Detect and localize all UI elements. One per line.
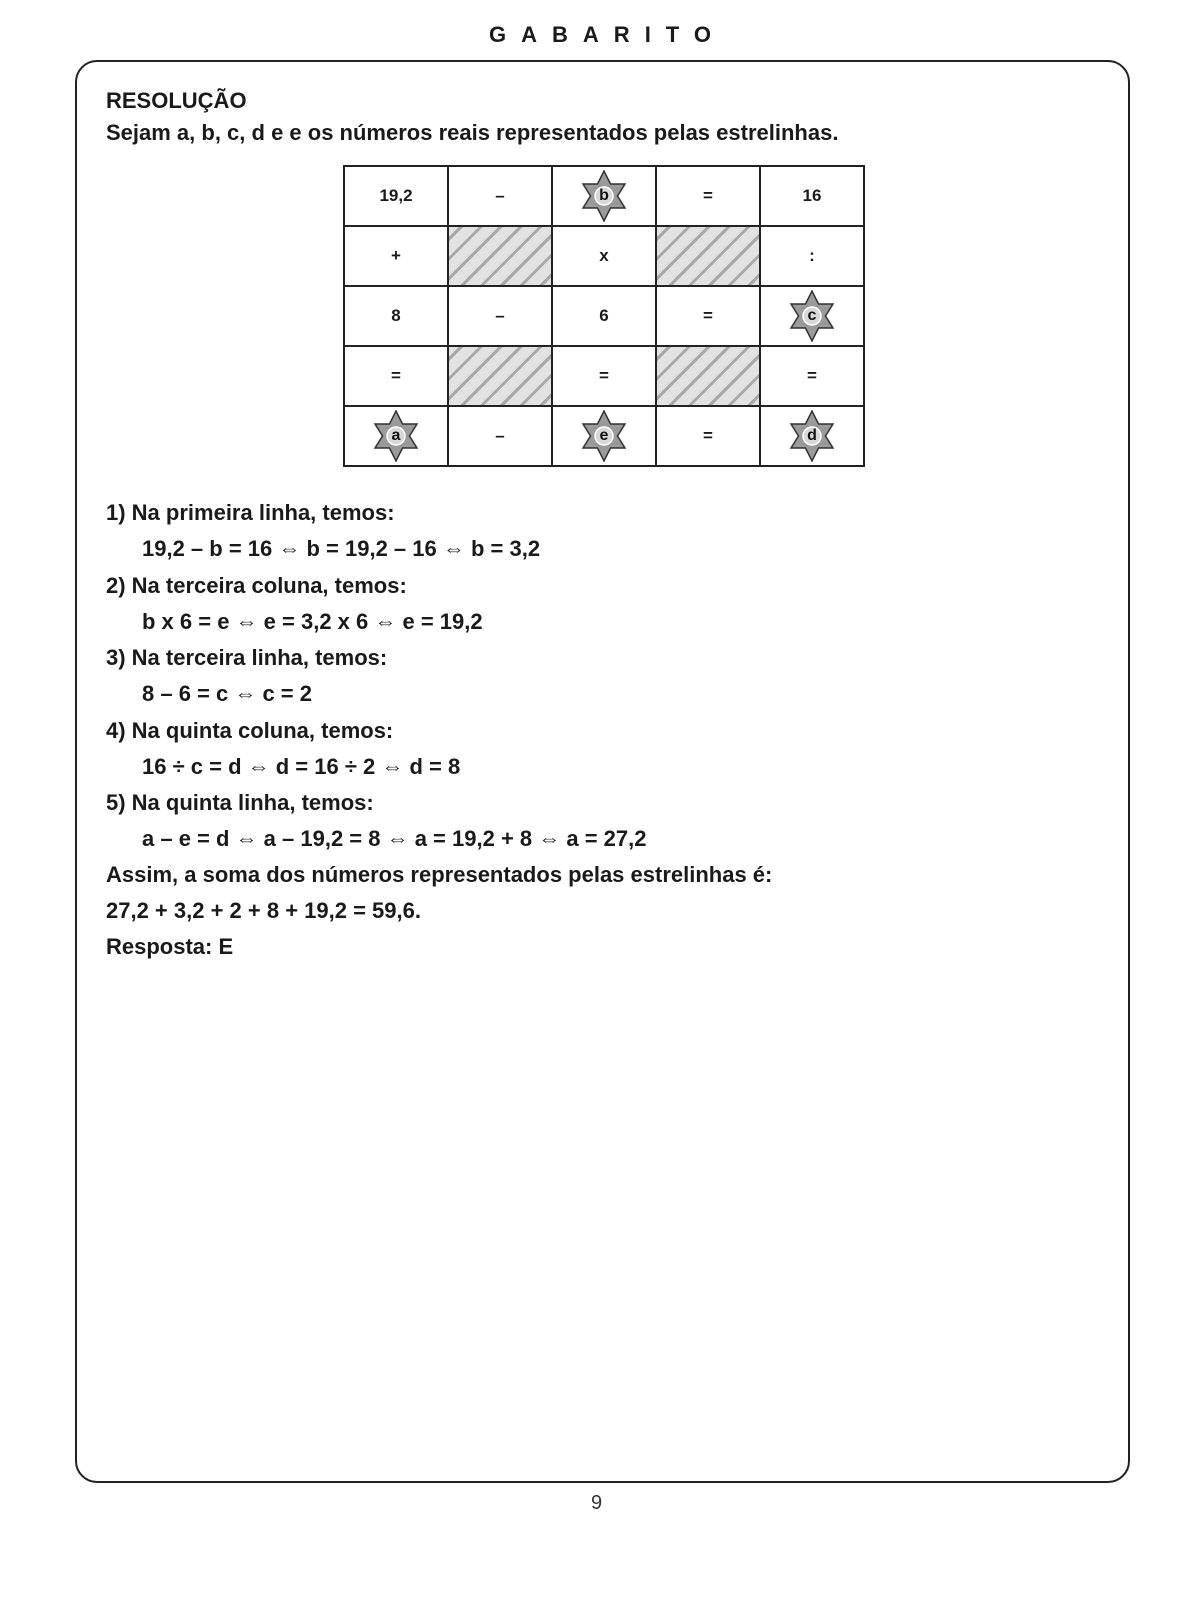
step-title: 3) Na terceira linha, temos:	[106, 645, 388, 670]
page-header: GABARITO	[489, 22, 726, 47]
grid-cell: 6	[552, 286, 656, 346]
star-cell	[344, 406, 448, 466]
grid-cell: +	[344, 226, 448, 286]
grid-cell: –	[448, 166, 552, 226]
hatched-cell	[448, 346, 552, 406]
star-icon	[789, 290, 835, 342]
step-title: 1) Na primeira linha, temos:	[106, 500, 395, 525]
step-equation: 16 ÷ c = d ⇔ d = 16 ÷ 2 ⇔ d = 8	[142, 753, 461, 779]
grid-row	[344, 226, 864, 286]
grid-row	[344, 406, 864, 466]
grid-cell: =	[760, 346, 864, 406]
grid-row	[344, 286, 864, 346]
intro-text: Sejam a, b, c, d e e os números reais representados pelas estrelinhas.	[106, 120, 839, 145]
grid-row	[344, 166, 864, 226]
grid-cell: 8	[344, 286, 448, 346]
star-label: b	[599, 187, 609, 204]
page-number: 9	[590, 1492, 603, 1514]
star-cell	[760, 406, 864, 466]
step-title: 2) Na terceira coluna, temos:	[106, 572, 407, 598]
grid-cell: =	[656, 286, 760, 346]
star-cell	[760, 286, 864, 346]
star-label: d	[807, 427, 817, 444]
puzzle-grid	[343, 165, 865, 467]
conclusion-text: Assim, a soma dos números representados pelas estrelinhas é:	[106, 862, 773, 887]
step-equation: 8 – 6 = c ⇔ c = 2	[142, 681, 313, 706]
grid-cell: –	[448, 406, 552, 466]
sum-text: 27,2 + 3,2 + 2 + 8 + 19,2 = 59,6.	[106, 898, 421, 923]
star-icon	[789, 410, 835, 462]
star-label: a	[391, 427, 401, 444]
grid-cell: =	[344, 346, 448, 406]
step-equation: a – e = d ⇔ a – 19,2 = 8 ⇔ a = 19,2 + 8 ⇔ a = 27,2	[142, 826, 647, 851]
grid-cell: =	[552, 346, 656, 406]
step-title: 5) Na quinta linha, temos:	[106, 790, 374, 815]
hatched-cell	[656, 346, 760, 406]
star-label: c	[807, 307, 817, 324]
grid-cell: 19,2	[344, 166, 448, 226]
grid-cell: :	[760, 226, 864, 286]
grid-cell: 16	[760, 166, 864, 226]
hatched-cell	[656, 226, 760, 286]
grid-cell: –	[448, 286, 552, 346]
step-title: 4) Na quinta coluna, temos:	[106, 717, 394, 743]
grid-cell: =	[656, 406, 760, 466]
star-icon	[581, 170, 627, 222]
hatched-cell	[448, 226, 552, 286]
star-icon	[581, 410, 627, 462]
star-cell	[552, 406, 656, 466]
grid-row	[344, 346, 864, 406]
star-label: e	[599, 427, 609, 444]
section-heading: RESOLUÇÃO	[106, 88, 247, 113]
step-equation: b x 6 = e ⇔ e = 3,2 x 6 ⇔ e = 19,2	[142, 608, 483, 634]
grid-cell: =	[656, 166, 760, 226]
answer-text: Resposta: E	[106, 934, 234, 959]
star-cell	[552, 166, 656, 226]
grid-cell: x	[552, 226, 656, 286]
star-icon	[373, 410, 419, 462]
step-equation: 19,2 – b = 16 ⇔ b = 19,2 – 16 ⇔ b = 3,2	[142, 536, 541, 561]
